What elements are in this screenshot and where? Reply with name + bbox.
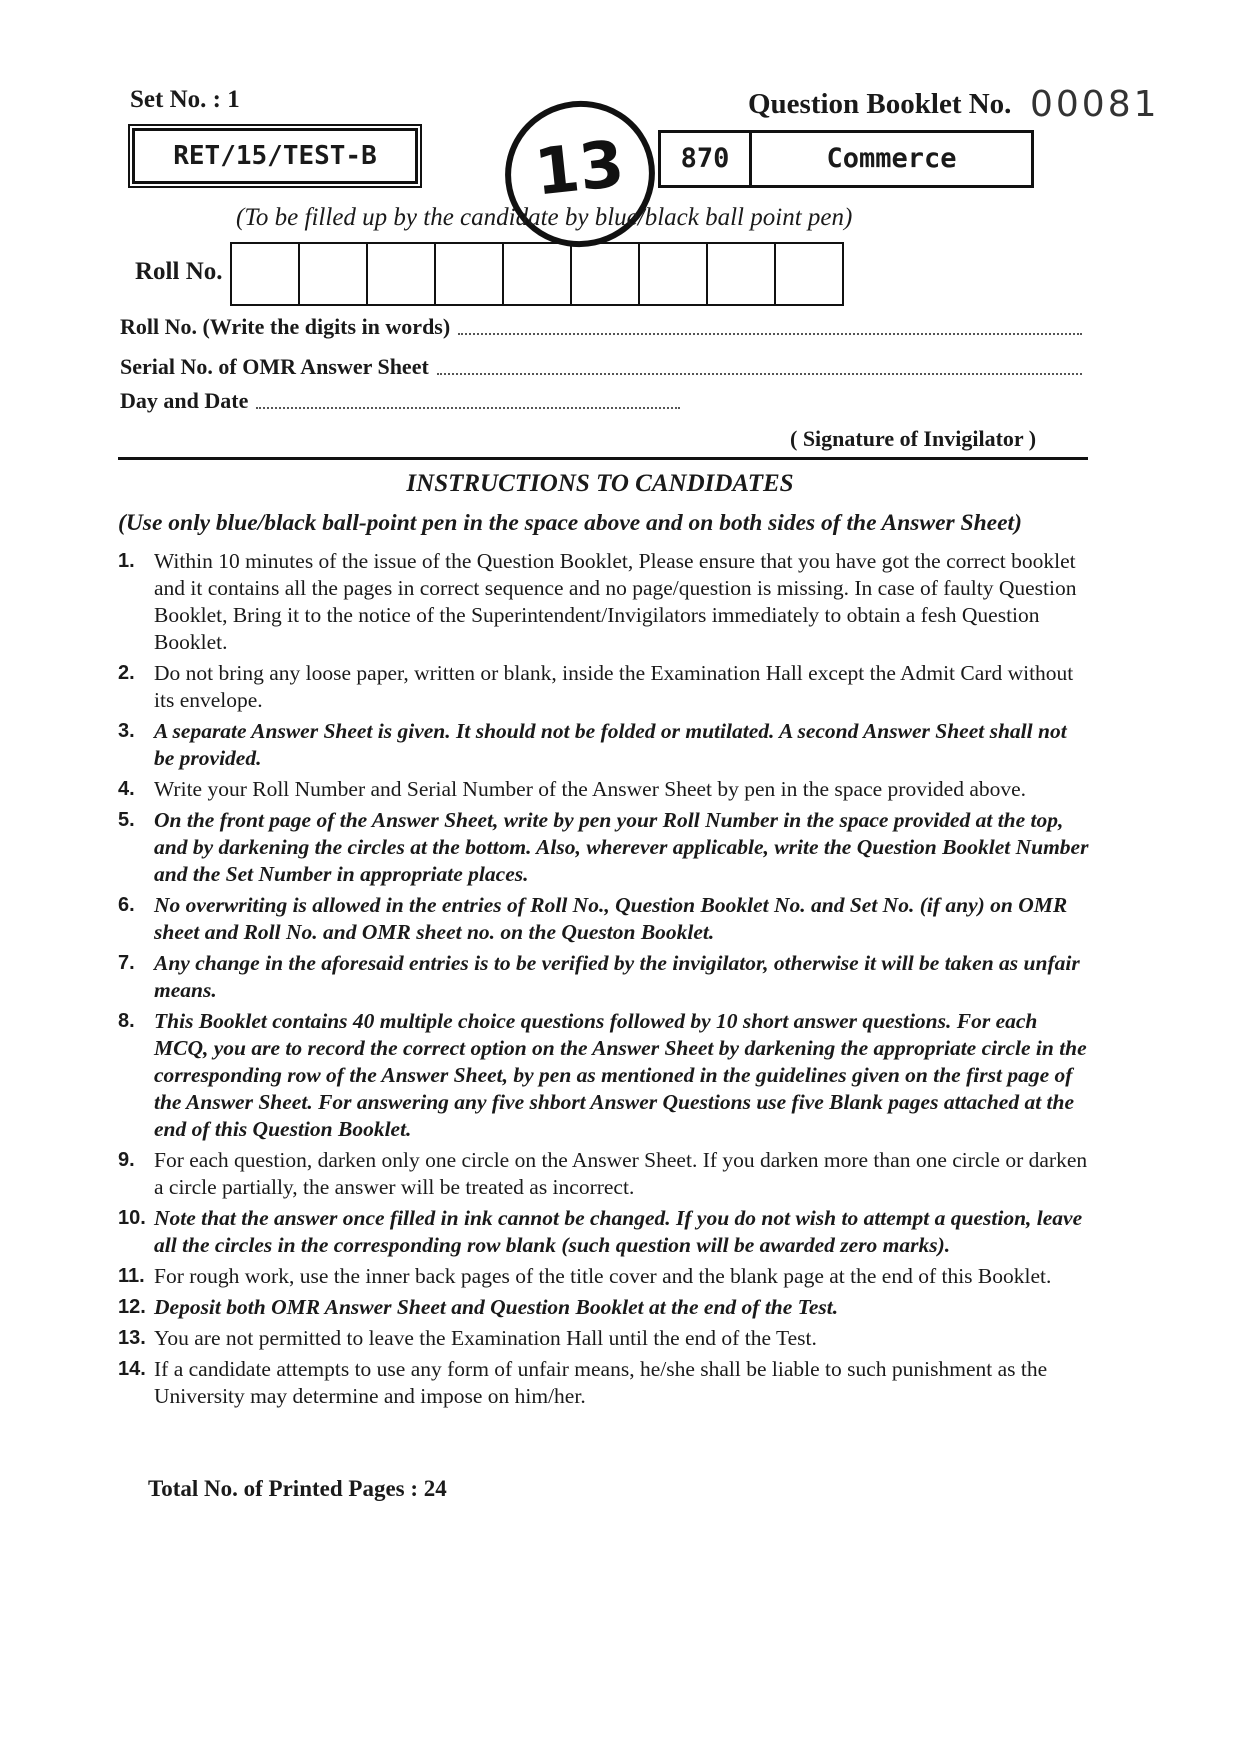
instruction-item: [118, 1205, 1090, 1259]
roll-no-label: Roll No.: [135, 258, 223, 285]
day-date-line[interactable]: [256, 406, 680, 409]
stamp-number: 13: [531, 127, 628, 211]
instruction-item: [118, 776, 1090, 803]
roll-no-digit-box[interactable]: [640, 244, 708, 304]
question-booklet-number: 00081: [1030, 84, 1160, 125]
instruction-text: If a candidate attempts to use any form of unfair means, he/she shall be liable to such punishment as the University may determine and impose on him/her.: [154, 1357, 1048, 1408]
instruction-text: Write your Roll Number and Serial Number of the Answer Sheet by pen in the space provided above.: [154, 777, 1027, 801]
omr-serial-line[interactable]: [437, 372, 1082, 375]
roll-no-boxes: [230, 242, 844, 306]
instruction-text: A separate Answer Sheet is given. It should not be folded or mutilated. A second Answer Sheet shall not be provided.: [154, 719, 1067, 770]
instruction-number: 7.: [118, 952, 135, 974]
instruction-number: 13.: [118, 1327, 146, 1349]
roll-no-digit-box[interactable]: [300, 244, 368, 304]
instruction-text: Deposit both OMR Answer Sheet and Question Booklet at the end of the Test.: [154, 1295, 839, 1319]
instruction-number: 2.: [118, 662, 135, 684]
instruction-number: 4.: [118, 778, 135, 800]
subject-code: 870: [661, 133, 752, 185]
roll-no-digit-box[interactable]: [368, 244, 436, 304]
test-code-box: RET/15/TEST-B: [132, 128, 418, 184]
instruction-text: On the front page of the Answer Sheet, write by pen your Roll Number in the space provided at the top, and by darkening the circles at the bottom. Also, wherever applicable, write the Question Booklet Number and the Set Number in appropriate places.: [154, 808, 1089, 886]
subject-box: [658, 130, 1034, 188]
instruction-item: [118, 1294, 1090, 1321]
instruction-item: [118, 548, 1090, 656]
subject-name: Commerce: [826, 143, 957, 174]
instructions-subtitle: (Use only blue/black ball-point pen in the space above and on both sides of the Answer Sheet): [118, 510, 1022, 536]
instructions-list: [118, 548, 1090, 1414]
instruction-text: Do not bring any loose paper, written or blank, inside the Examination Hall except the Admit Card without its envelope.: [154, 661, 1074, 712]
fill-instruction-note: (To be filled up by the candidate by blue/black ball point pen): [236, 204, 853, 231]
instruction-number: 1.: [118, 550, 135, 572]
day-date-field[interactable]: [120, 388, 680, 414]
instruction-item: [118, 1325, 1090, 1352]
instruction-number: 6.: [118, 894, 135, 916]
instruction-text: Any change in the aforesaid entries is to be verified by the invigilator, otherwise it will be taken as unfair means.: [154, 951, 1080, 1002]
instruction-item: [118, 1147, 1090, 1201]
invigilator-signature-label: ( Signature of Invigilator ): [790, 426, 1037, 451]
instruction-item: [118, 807, 1090, 888]
instructions-title: INSTRUCTIONS TO CANDIDATES: [406, 470, 794, 497]
instruction-item: [118, 718, 1090, 772]
instruction-item: [118, 892, 1090, 946]
roll-no-words-label: Roll No. (Write the digits in words): [120, 314, 451, 339]
instruction-text: For each question, darken only one circle on the Answer Sheet. If you darken more than one circle or darken a circle partially, the answer will be treated as incorrect.: [154, 1148, 1088, 1199]
roll-no-digit-box[interactable]: [232, 244, 300, 304]
day-date-label: Day and Date: [120, 388, 249, 413]
total-printed-pages: Total No. of Printed Pages : 24: [148, 1476, 447, 1501]
instruction-text: This Booklet contains 40 multiple choice questions followed by 10 short answer questions. For each MCQ, you are to record the correct option on the Answer Sheet by darkening the appropriate circle in the corresponding row of the Answer Sheet, by pen as mentioned in the guidelines given on the first page of the Answer Sheet. For answering any five shbort Answer Questions use five Blank pages attached at the end of this Question Booklet.: [154, 1009, 1087, 1141]
instruction-item: [118, 950, 1090, 1004]
instruction-item: [118, 1008, 1090, 1143]
question-booklet-label: Question Booklet No.: [748, 88, 1012, 120]
instruction-text: Within 10 minutes of the issue of the Question Booklet, Please ensure that you have got the correct booklet and it contains all the pages in correct sequence and no page/question is missing. In case of faulty Question Booklet, Bring it to the notice of the Superintendent/Invigilators immediately to obtain a fesh Question Booklet.: [154, 549, 1077, 654]
instruction-number: 10.: [118, 1207, 146, 1229]
instruction-text: For rough work, use the inner back pages of the title cover and the blank page at the end of this Booklet.: [154, 1264, 1052, 1288]
roll-no-words-line[interactable]: [458, 332, 1082, 335]
omr-serial-field[interactable]: [120, 354, 1082, 380]
instruction-number: 14.: [118, 1358, 146, 1380]
instruction-number: 8.: [118, 1010, 135, 1032]
roll-no-digit-box[interactable]: [436, 244, 504, 304]
instruction-item: [118, 1263, 1090, 1290]
set-number: Set No. : 1: [130, 86, 240, 113]
instruction-number: 12.: [118, 1296, 146, 1318]
instruction-item: [118, 660, 1090, 714]
instruction-number: 11.: [118, 1265, 145, 1287]
roll-no-digit-box[interactable]: [776, 244, 842, 304]
instruction-text: Note that the answer once filled in ink cannot be changed. If you do not wish to attempt a question, leave all the circles in the corresponding row blank (such question will be awarded zero marks).: [154, 1206, 1083, 1257]
instruction-item: [118, 1356, 1090, 1410]
instruction-number: 5.: [118, 809, 135, 831]
roll-no-digit-box[interactable]: [708, 244, 776, 304]
instruction-text: No overwriting is allowed in the entries of Roll No., Question Booklet No. and Set No. (if any) on OMR sheet and Roll No. and OMR sheet no. on the Queston Booklet.: [154, 893, 1068, 944]
omr-serial-label: Serial No. of OMR Answer Sheet: [120, 354, 429, 379]
instruction-text: You are not permitted to leave the Examination Hall until the end of the Test.: [154, 1326, 817, 1350]
instruction-number: 3.: [118, 720, 135, 742]
roll-no-digit-box[interactable]: [504, 244, 572, 304]
roll-no-digit-box[interactable]: [572, 244, 640, 304]
instruction-number: 9.: [118, 1149, 135, 1171]
roll-no-words-field[interactable]: [120, 314, 1082, 340]
divider: [118, 457, 1088, 460]
